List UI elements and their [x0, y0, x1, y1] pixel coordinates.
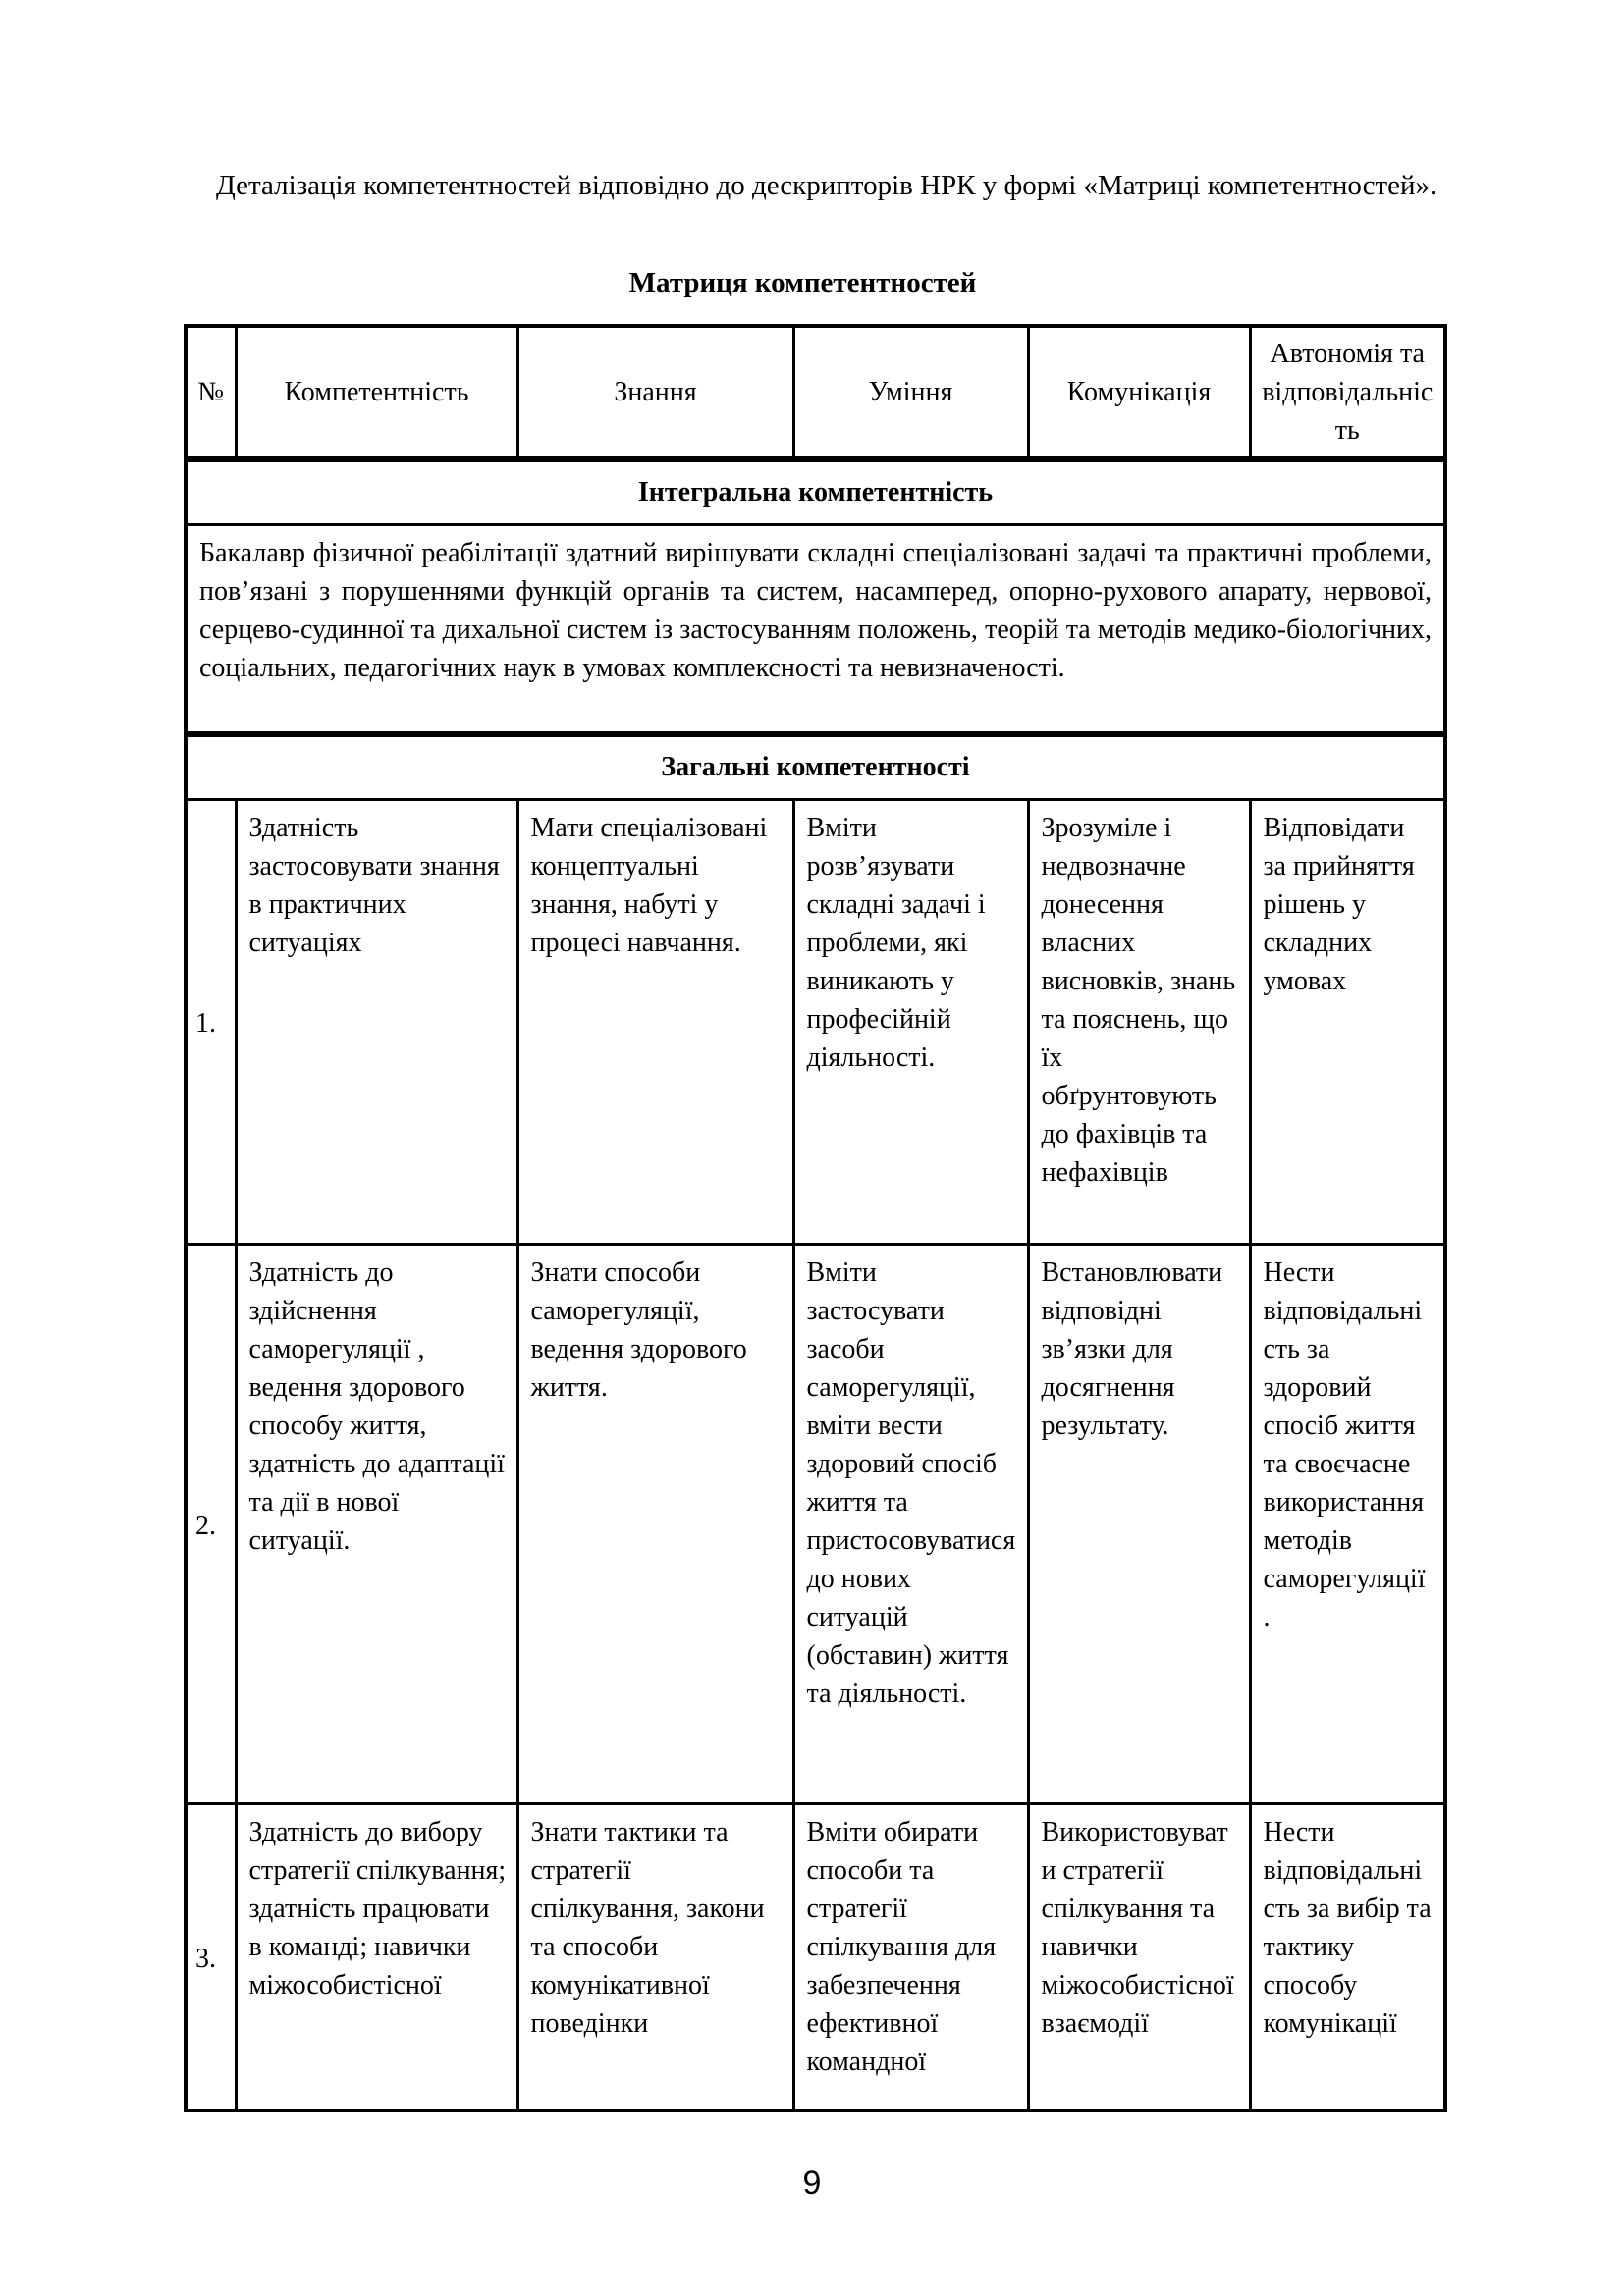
col-header-competence: Компетентність	[236, 326, 517, 459]
row-3-autonomy: Нести відповідальність за вибір та тактику способу комунікації	[1250, 1803, 1445, 2110]
page-number: 9	[802, 2164, 822, 2202]
row-1-competence: Здатність застосовувати знання в практичних ситуаціях	[236, 799, 517, 1244]
row-3-competence: Здатність до вибору стратегії спілкування; здатність працювати в команді; навички міжособистісної	[236, 1803, 517, 2110]
row-3-skills: Вміти обирати способи та стратегії спілкування для забезпечення ефективної командної	[793, 1803, 1028, 2110]
row-2-knowledge: Знати способи саморегуляції, ведення здорового життя.	[517, 1244, 793, 1803]
col-header-communication: Комунікація	[1028, 326, 1250, 459]
row-2-communication: Встановлювати відповідні зв’язки для досягнення результату.	[1028, 1244, 1250, 1803]
row-1-skills: Вміти розв’язувати складні задачі і проблеми, які виникають у професійній діяльності.	[793, 799, 1028, 1244]
row-1-autonomy: Відповідати за прийняття рішень у складних умовах	[1250, 799, 1445, 1244]
table-row	[186, 799, 1445, 1244]
row-3-communication: Використовувати стратегії спілкування та навички міжособистісної взаємодії	[1028, 1803, 1250, 2110]
table-row	[186, 1244, 1445, 1803]
row-1-number: 1.	[186, 799, 236, 1244]
integral-section-header-row	[186, 459, 1445, 524]
table-row	[186, 1803, 1445, 2110]
competency-matrix-table	[184, 324, 1447, 2112]
row-3-number: 3.	[186, 1803, 236, 2110]
row-3-knowledge: Знати тактики та стратегії спілкування, закони та способи комунікативної поведінки	[517, 1803, 793, 2110]
table-header-row	[186, 326, 1445, 459]
matrix-title: Матриця компетентностей	[628, 267, 977, 298]
row-2-skills: Вміти застосувати засоби саморегуляції, вміти вести здоровий спосіб життя та пристосовуватися до нових ситуацій (обставин) життя та діяльності.	[793, 1244, 1028, 1803]
col-header-autonomy: Автономія та відповідальність	[1250, 326, 1445, 459]
integral-section-title: Інтегральна компетентність	[186, 459, 1445, 524]
general-section-title: Загальні компетентності	[186, 734, 1445, 799]
row-1-communication: Зрозуміле і недвозначне донесення власних висновків, знань та пояснень, що їх обґрунтовують до фахівців та нефахівців	[1028, 799, 1250, 1244]
intro-paragraph: Деталізація компетентностей відповідно до дескрипторів НРК у формі «Матриці компетентностей».	[216, 170, 1437, 201]
row-2-number: 2.	[186, 1244, 236, 1803]
row-1-knowledge: Мати спеціалізовані концептуальні знання, набуті у процесі навчання.	[517, 799, 793, 1244]
col-header-knowledge: Знання	[517, 326, 793, 459]
col-header-num: №	[186, 326, 236, 459]
row-2-competence: Здатність до здійснення саморегуляції , ведення здорового способу життя, здатність до адаптації та дії в нової ситуації.	[236, 1244, 517, 1803]
integral-competence-row	[186, 524, 1445, 734]
row-2-autonomy: Нести відповідальність за здоровий спосіб життя та своєчасне використання методів саморегуляції .	[1250, 1244, 1445, 1803]
general-section-header-row	[186, 734, 1445, 799]
col-header-skills: Уміння	[793, 326, 1028, 459]
integral-competence-text: Бакалавр фізичної реабілітації здатний вирішувати складні спеціалізовані задачі та практичні проблеми, пов’язані з порушеннями функцій органів та систем, насамперед, опорно-рухового апарату, нервової, серцево-судинної та дихальної систем із застосуванням положень, теорій та методів медико-біологічних, соціальних, педагогічних наук в умовах комплексності та невизначеності.	[186, 524, 1445, 734]
